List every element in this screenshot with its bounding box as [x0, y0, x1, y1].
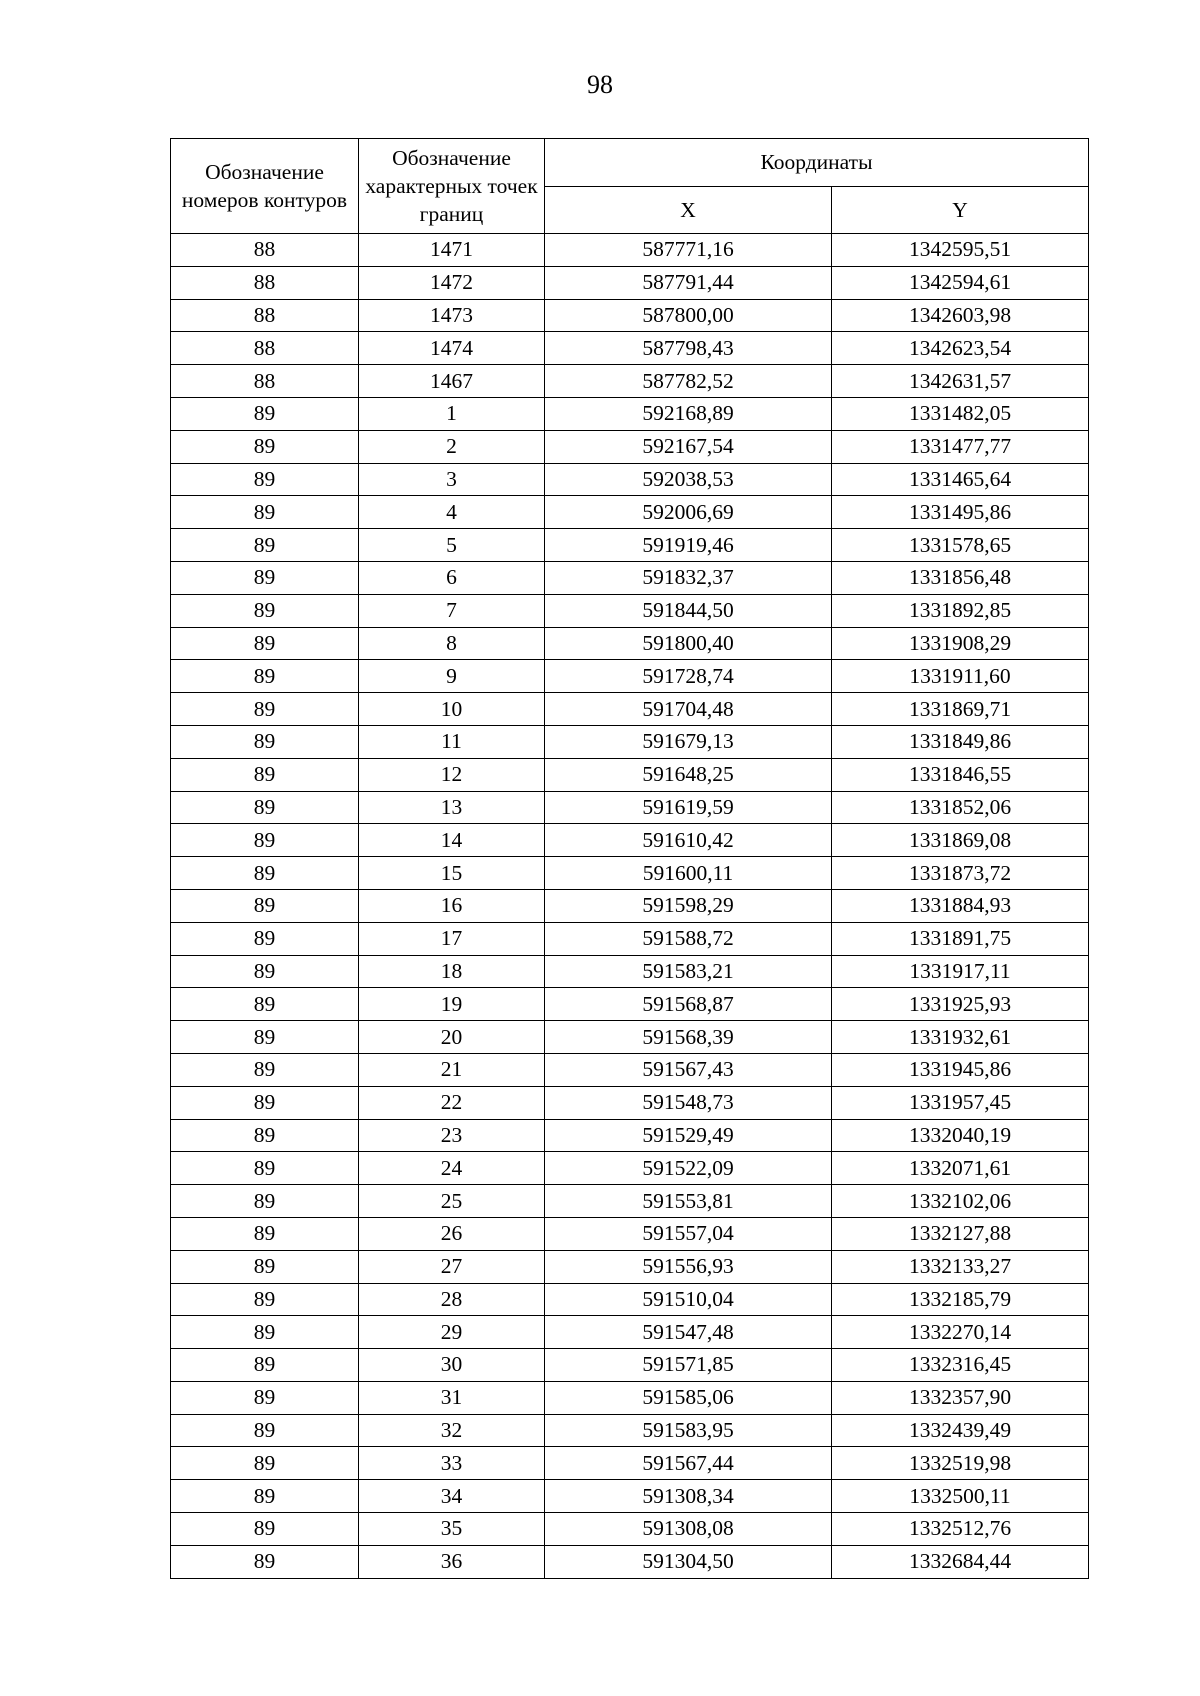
cell-x: 591585,06: [545, 1381, 832, 1414]
cell-y: 1331911,60: [832, 660, 1089, 693]
table-row: [171, 725, 1089, 758]
table-row: [171, 594, 1089, 627]
table-row: [171, 1349, 1089, 1382]
cell-x: 591844,50: [545, 594, 832, 627]
cell-contour: 89: [171, 791, 359, 824]
cell-contour: 89: [171, 1152, 359, 1185]
cell-y: 1332127,88: [832, 1217, 1089, 1250]
cell-point: 11: [359, 725, 545, 758]
cell-contour: 89: [171, 725, 359, 758]
cell-y: 1332357,90: [832, 1381, 1089, 1414]
cell-x: 591583,95: [545, 1414, 832, 1447]
cell-x: 591568,39: [545, 1021, 832, 1054]
table-row: [171, 496, 1089, 529]
cell-y: 1331957,45: [832, 1086, 1089, 1119]
cell-y: 1342603,98: [832, 299, 1089, 332]
cell-contour: 89: [171, 1545, 359, 1578]
cell-y: 1331852,06: [832, 791, 1089, 824]
cell-point: 19: [359, 988, 545, 1021]
table-row: [171, 791, 1089, 824]
cell-x: 591598,29: [545, 889, 832, 922]
cell-contour: 88: [171, 365, 359, 398]
cell-contour: 89: [171, 463, 359, 496]
table-row: [171, 1381, 1089, 1414]
cell-x: 591571,85: [545, 1349, 832, 1382]
cell-x: 587782,52: [545, 365, 832, 398]
cell-contour: 89: [171, 1119, 359, 1152]
table-row: [171, 365, 1089, 398]
cell-x: 587791,44: [545, 266, 832, 299]
cell-point: 27: [359, 1250, 545, 1283]
table-row: [171, 1447, 1089, 1480]
cell-y: 1331482,05: [832, 397, 1089, 430]
cell-point: 1471: [359, 234, 545, 267]
cell-y: 1331873,72: [832, 857, 1089, 890]
cell-x: 591308,34: [545, 1480, 832, 1513]
cell-y: 1331849,86: [832, 725, 1089, 758]
cell-point: 16: [359, 889, 545, 922]
cell-x: 587798,43: [545, 332, 832, 365]
cell-y: 1332071,61: [832, 1152, 1089, 1185]
cell-x: 592038,53: [545, 463, 832, 496]
header-coordinates: Координаты: [545, 139, 1089, 187]
table-row: [171, 1283, 1089, 1316]
cell-contour: 89: [171, 1414, 359, 1447]
cell-y: 1331891,75: [832, 922, 1089, 955]
cell-point: 24: [359, 1152, 545, 1185]
table-row: [171, 299, 1089, 332]
cell-x: 591553,81: [545, 1185, 832, 1218]
header-x: X: [545, 186, 832, 234]
cell-contour: 89: [171, 1480, 359, 1513]
cell-x: 591679,13: [545, 725, 832, 758]
table-body: [171, 234, 1089, 1579]
cell-x: 591567,43: [545, 1053, 832, 1086]
cell-point: 14: [359, 824, 545, 857]
cell-y: 1331856,48: [832, 561, 1089, 594]
table-row: [171, 1021, 1089, 1054]
cell-x: 591568,87: [545, 988, 832, 1021]
cell-y: 1331578,65: [832, 529, 1089, 562]
cell-contour: 89: [171, 988, 359, 1021]
cell-y: 1332439,49: [832, 1414, 1089, 1447]
cell-point: 7: [359, 594, 545, 627]
cell-point: 12: [359, 758, 545, 791]
cell-x: 591556,93: [545, 1250, 832, 1283]
table-row: [171, 889, 1089, 922]
table-row: [171, 1152, 1089, 1185]
cell-contour: 89: [171, 430, 359, 463]
table-row: [171, 430, 1089, 463]
cell-point: 25: [359, 1185, 545, 1218]
cell-contour: 88: [171, 234, 359, 267]
cell-point: 13: [359, 791, 545, 824]
cell-y: 1332040,19: [832, 1119, 1089, 1152]
cell-x: 587771,16: [545, 234, 832, 267]
cell-y: 1332684,44: [832, 1545, 1089, 1578]
cell-point: 29: [359, 1316, 545, 1349]
cell-contour: 89: [171, 955, 359, 988]
cell-contour: 89: [171, 660, 359, 693]
cell-contour: 89: [171, 1021, 359, 1054]
cell-point: 36: [359, 1545, 545, 1578]
table-row: [171, 1250, 1089, 1283]
cell-point: 6: [359, 561, 545, 594]
cell-contour: 89: [171, 1250, 359, 1283]
cell-contour: 89: [171, 561, 359, 594]
table-row: [171, 1545, 1089, 1578]
cell-x: 591619,59: [545, 791, 832, 824]
cell-x: 591583,21: [545, 955, 832, 988]
table-row: [171, 922, 1089, 955]
cell-point: 5: [359, 529, 545, 562]
cell-point: 31: [359, 1381, 545, 1414]
cell-y: 1331892,85: [832, 594, 1089, 627]
cell-y: 1342631,57: [832, 365, 1089, 398]
cell-contour: 89: [171, 1053, 359, 1086]
cell-x: 591510,04: [545, 1283, 832, 1316]
cell-contour: 89: [171, 529, 359, 562]
cell-contour: 88: [171, 266, 359, 299]
table-row: [171, 561, 1089, 594]
table-row: [171, 627, 1089, 660]
table-row: [171, 1316, 1089, 1349]
cell-y: 1331884,93: [832, 889, 1089, 922]
cell-y: 1332500,11: [832, 1480, 1089, 1513]
cell-contour: 89: [171, 1086, 359, 1119]
table-row: [171, 955, 1089, 988]
cell-y: 1331925,93: [832, 988, 1089, 1021]
cell-contour: 89: [171, 594, 359, 627]
cell-x: 591704,48: [545, 693, 832, 726]
coordinates-table: [170, 138, 1089, 1579]
cell-point: 2: [359, 430, 545, 463]
cell-y: 1331932,61: [832, 1021, 1089, 1054]
cell-contour: 89: [171, 824, 359, 857]
cell-x: 591308,08: [545, 1513, 832, 1546]
cell-y: 1332133,27: [832, 1250, 1089, 1283]
cell-contour: 89: [171, 1381, 359, 1414]
table-row: [171, 1185, 1089, 1218]
table-row: [171, 693, 1089, 726]
cell-contour: 89: [171, 1447, 359, 1480]
cell-y: 1331908,29: [832, 627, 1089, 660]
cell-point: 1467: [359, 365, 545, 398]
header-y: Y: [832, 186, 1089, 234]
cell-point: 9: [359, 660, 545, 693]
table-row: [171, 1119, 1089, 1152]
cell-x: 591728,74: [545, 660, 832, 693]
cell-contour: 89: [171, 922, 359, 955]
cell-contour: 89: [171, 1316, 359, 1349]
cell-point: 1474: [359, 332, 545, 365]
cell-y: 1331945,86: [832, 1053, 1089, 1086]
cell-y: 1331917,11: [832, 955, 1089, 988]
table-row: [171, 529, 1089, 562]
cell-contour: 89: [171, 857, 359, 890]
table-row: [171, 1513, 1089, 1546]
cell-x: 591588,72: [545, 922, 832, 955]
cell-x: 591304,50: [545, 1545, 832, 1578]
table-row: [171, 234, 1089, 267]
cell-x: 591919,46: [545, 529, 832, 562]
table-row: [171, 1414, 1089, 1447]
cell-contour: 88: [171, 299, 359, 332]
cell-y: 1342623,54: [832, 332, 1089, 365]
cell-point: 33: [359, 1447, 545, 1480]
cell-x: 591547,48: [545, 1316, 832, 1349]
cell-point: 23: [359, 1119, 545, 1152]
cell-point: 8: [359, 627, 545, 660]
cell-y: 1332512,76: [832, 1513, 1089, 1546]
cell-y: 1331869,71: [832, 693, 1089, 726]
table-row: [171, 1053, 1089, 1086]
cell-y: 1331477,77: [832, 430, 1089, 463]
cell-x: 591522,09: [545, 1152, 832, 1185]
cell-x: 592167,54: [545, 430, 832, 463]
table-row: [171, 1086, 1089, 1119]
cell-contour: 89: [171, 627, 359, 660]
cell-contour: 89: [171, 693, 359, 726]
table-row: [171, 824, 1089, 857]
cell-x: 591557,04: [545, 1217, 832, 1250]
table-row: [171, 1217, 1089, 1250]
cell-x: 591648,25: [545, 758, 832, 791]
cell-point: 4: [359, 496, 545, 529]
cell-point: 1473: [359, 299, 545, 332]
cell-x: 591832,37: [545, 561, 832, 594]
cell-contour: 89: [171, 889, 359, 922]
cell-y: 1342595,51: [832, 234, 1089, 267]
cell-contour: 89: [171, 1283, 359, 1316]
table-row: [171, 857, 1089, 890]
header-boundary-point: Обозначение характерных точек границ: [359, 139, 545, 234]
cell-x: 591548,73: [545, 1086, 832, 1119]
cell-point: 32: [359, 1414, 545, 1447]
cell-point: 1472: [359, 266, 545, 299]
cell-x: 592168,89: [545, 397, 832, 430]
cell-contour: 89: [171, 397, 359, 430]
table-row: [171, 463, 1089, 496]
cell-y: 1331869,08: [832, 824, 1089, 857]
cell-point: 26: [359, 1217, 545, 1250]
cell-point: 34: [359, 1480, 545, 1513]
cell-x: 591529,49: [545, 1119, 832, 1152]
cell-x: 591610,42: [545, 824, 832, 857]
cell-point: 20: [359, 1021, 545, 1054]
cell-y: 1331846,55: [832, 758, 1089, 791]
cell-y: 1331465,64: [832, 463, 1089, 496]
table-row: [171, 332, 1089, 365]
cell-point: 30: [359, 1349, 545, 1382]
cell-contour: 89: [171, 496, 359, 529]
cell-point: 17: [359, 922, 545, 955]
cell-y: 1331495,86: [832, 496, 1089, 529]
table-row: [171, 660, 1089, 693]
cell-contour: 89: [171, 1513, 359, 1546]
table-row: [171, 266, 1089, 299]
cell-y: 1332270,14: [832, 1316, 1089, 1349]
cell-point: 18: [359, 955, 545, 988]
cell-point: 10: [359, 693, 545, 726]
table-row: [171, 1480, 1089, 1513]
cell-x: 592006,69: [545, 496, 832, 529]
cell-contour: 89: [171, 1185, 359, 1218]
cell-y: 1332316,45: [832, 1349, 1089, 1382]
cell-point: 22: [359, 1086, 545, 1119]
cell-y: 1332102,06: [832, 1185, 1089, 1218]
cell-point: 21: [359, 1053, 545, 1086]
cell-y: 1342594,61: [832, 266, 1089, 299]
cell-point: 3: [359, 463, 545, 496]
table-row: [171, 397, 1089, 430]
cell-y: 1332519,98: [832, 1447, 1089, 1480]
cell-x: 591567,44: [545, 1447, 832, 1480]
cell-contour: 89: [171, 758, 359, 791]
cell-contour: 88: [171, 332, 359, 365]
cell-x: 591800,40: [545, 627, 832, 660]
table-row: [171, 988, 1089, 1021]
cell-contour: 89: [171, 1217, 359, 1250]
cell-x: 591600,11: [545, 857, 832, 890]
table-row: [171, 758, 1089, 791]
cell-y: 1332185,79: [832, 1283, 1089, 1316]
cell-point: 28: [359, 1283, 545, 1316]
cell-point: 35: [359, 1513, 545, 1546]
cell-x: 587800,00: [545, 299, 832, 332]
cell-contour: 89: [171, 1349, 359, 1382]
header-contour-number: Обозначение номеров контуров: [171, 139, 359, 234]
cell-point: 15: [359, 857, 545, 890]
page-number: 98: [587, 70, 613, 99]
cell-point: 1: [359, 397, 545, 430]
